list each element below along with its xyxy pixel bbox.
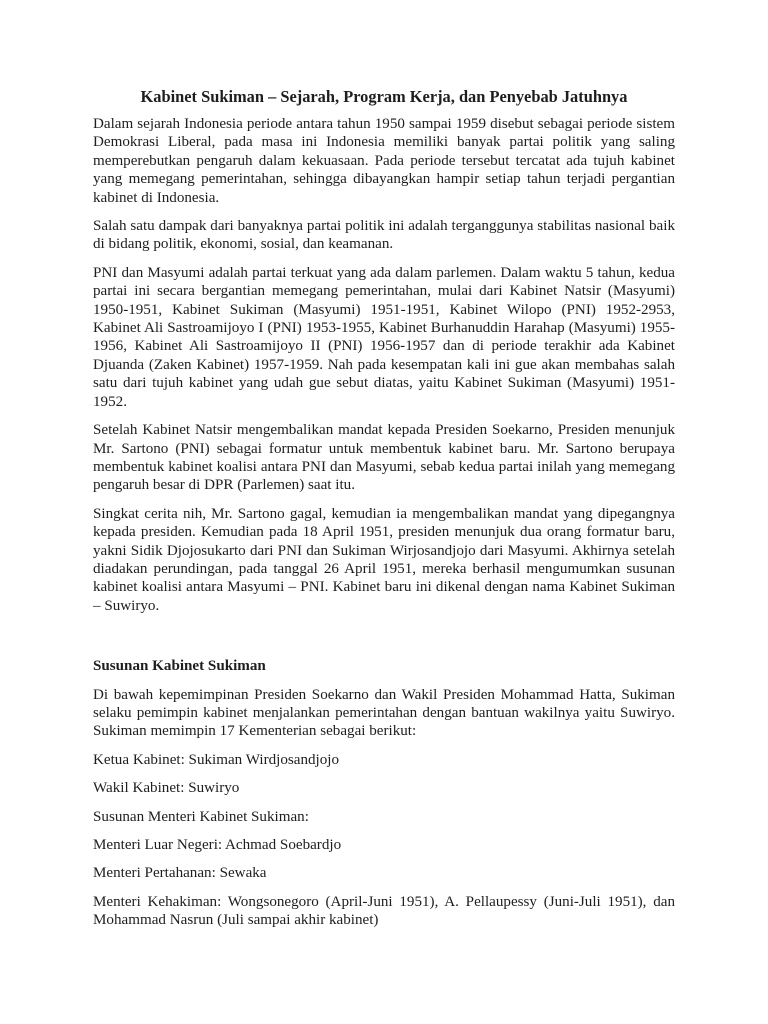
list-item-wakil: Wakil Kabinet: Suwiryo: [93, 780, 240, 797]
list-item-pertahanan: Menteri Pertahanan: Sewaka: [93, 865, 267, 882]
paragraph-formatur: Singkat cerita nih, Mr. Sartono gagal, kemudian ia mengembalikan mandat yang dipegangnya kepada presiden. Kemudian pada 18 April 1951, presiden menunjuk dua orang formatur baru, yakni Sidik Djojosukarto dari PNI dan Sukiman Wirjosandjojo dari Masyumi. Akhirnya setelah diadakan perundingan, pada tanggal 26 April 1951, mereka berhasil mengumumkan susunan kabinet koalisi antara Masyumi – PNI. Kabinet baru ini dikenal dengan nama Kabinet Sukiman – Suwiryo.: [93, 505, 675, 614]
section-intro: Di bawah kepemimpinan Presiden Soekarno dan Wakil Presiden Mohammad Hatta, Sukiman selaku pemimpin kabinet menjalankan pemerintahan dengan bantuan wakilnya yaitu Suwiryo. Sukiman memimpin 17 Kementerian sebagai berikut:: [93, 686, 675, 740]
list-item-susunan: Susunan Menteri Kabinet Sukiman:: [93, 808, 309, 825]
paragraph-impact: Salah satu dampak dari banyaknya partai politik ini adalah terganggunya stabilitas nasional baik di bidang politik, ekonomi, sosial, dan keamanan.: [93, 218, 675, 253]
paragraph-intro: Dalam sejarah Indonesia periode antara tahun 1950 sampai 1959 disebut sebagai periode sistem Demokrasi Liberal, pada masa ini Indonesia memiliki banyak partai politik yang saling memperebutkan pengaruh dalam kekuasaan. Pada periode tersebut tercatat ada tujuh kabinet yang memegang pemerintahan, sehingga dibayangkan hampir setiap tahun terjadi pergantian kabinet di Indonesia.: [93, 116, 675, 206]
section-heading: Susunan Kabinet Sukiman: [93, 658, 266, 675]
list-item-ketua: Ketua Kabinet: Sukiman Wirdjosandjojo: [93, 751, 340, 768]
document-title: Kabinet Sukiman – Sejarah, Program Kerja, dan Penyebab Jatuhnya: [140, 87, 628, 106]
paragraph-parties: PNI dan Masyumi adalah partai terkuat yang ada dalam parlemen. Dalam waktu 5 tahun, kedua partai ini secara bergantian memegang pemerintahan, mulai dari Kabinet Natsir (Masyumi) 1950-1951, Kabinet Sukiman (Masyumi) 1951-1951, Kabinet Wilopo (PNI) 1952-2953, Kabinet Ali Sastroamijoyo I (PNI) 1953-1955, Kabinet Burhanuddin Harahap (Masyumi) 1955-1956, Kabinet Ali Sastroamijoyo II (PNI) 1956-1957 dan di periode terakhir ada Kabinet Djuanda (Zaken Kabinet) 1957-1959. Nah pada kesempatan kali ini gue akan membahas salah satu dari tujuh kabinet yang udah gue sebut diatas, yaitu Kabinet Sukiman (Masyumi) 1951-1952.: [93, 264, 675, 410]
list-item-luar-negeri: Menteri Luar Negeri: Achmad Soebardjo: [93, 837, 342, 853]
list-item-kehakiman: Menteri Kehakiman: Wongsonegoro (April-Juni 1951), A. Pellaupessy (Juni-Juli 1951), dan Mohammad Nasrun (Juli sampai akhir kabinet): [93, 893, 675, 929]
paragraph-natsir-mandate: Setelah Kabinet Natsir mengembalikan mandat kepada Presiden Soekarno, Presiden menunjuk Mr. Sartono (PNI) sebagai formatur untuk membentuk kabinet baru. Mr. Sartono berupaya membentuk kabinet koalisi antara PNI dan Masyumi, sebab kedua partai inilah yang memegang pengaruh besar di DPR (Parlemen) saat itu.: [93, 422, 675, 494]
document-page: [93, 82, 675, 940]
